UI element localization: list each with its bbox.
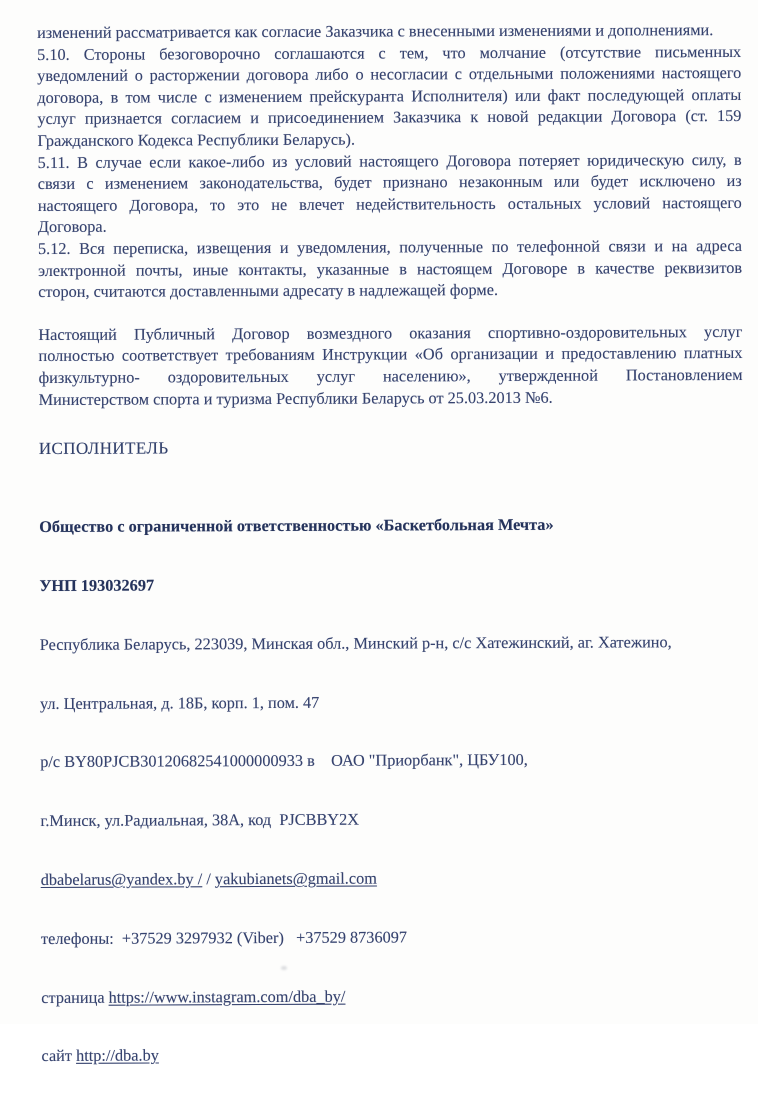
phones-line: телефоны: +37529 3297932 (Viber) +37529 8736097 xyxy=(40,927,408,948)
site-line xyxy=(41,1043,745,1066)
text-line: услуг признается согласием и присоединением Заказчика к новой редакции Договора (ст. 159 xyxy=(37,106,742,129)
text-line: 5.12. Вся переписка, извещения и уведомления, полученные по телефонной связи и на адреса xyxy=(37,235,743,258)
bank-account-line: р/с BY80PJCB30120682541000000933 в ОАО "Приорбанк", ЦБУ100, xyxy=(40,750,528,772)
performer-heading: ИСПОЛНИТЕЛЬ xyxy=(38,438,169,459)
clause-5-11 xyxy=(38,148,742,237)
company-name: Общество с ограниченной ответственностью «Баскетбольная Мечта» xyxy=(39,515,554,537)
text-line: физкультурно- оздоровительных услуг населению», утвержденной Постановлением xyxy=(38,364,743,387)
text-line: изменений рассматривается как согласие Заказчика с внесенными изменениями и дополнениями. xyxy=(37,20,714,42)
address-line: Республика Беларусь, 223039, Минская обл., Минский р-н, с/с Хатежинский, аг. Хатежино, xyxy=(39,632,672,654)
text-line: 5.10. Стороны безоговорочно соглашаются с тем, что молчание (отсутствие письменных xyxy=(37,41,742,64)
text-line: связи с изменением законодательства, будет признано незаконным или будет исключено из xyxy=(37,171,742,194)
text-line: настоящего Договора, то это не влечет недействительность остальных условий настоящего xyxy=(37,192,742,215)
scan-artifact-speck xyxy=(281,966,287,970)
text-line: сторон, считаются доставленными адресату в надлежащей форме. xyxy=(38,280,499,302)
text-line: 5.11. В случае если какое-либо из условий настоящего Договора потеряет юридическую силу, в xyxy=(37,149,742,172)
company-unp: УНП 193032697 xyxy=(39,575,155,596)
clause-5-10 xyxy=(37,41,741,152)
text-line: Министерством спорта и туризма Республики Беларусь от 25.03.2013 №6. xyxy=(38,387,553,409)
text-line: Настоящий Публичный Договор возмездного оказания спортивно-оздоровительных услуг xyxy=(38,321,743,344)
email-gmail-link[interactable]: yakubianets@gmail.com xyxy=(214,868,377,889)
email-line xyxy=(41,867,745,890)
performer-requisites xyxy=(39,475,746,1105)
text-line: уведомлений о расторжении договора либо о несогласии с отдельными положениями настоящего xyxy=(37,63,742,86)
site-link[interactable]: http://dba.by xyxy=(76,1045,159,1066)
page-content xyxy=(37,19,746,1105)
blank-line xyxy=(38,300,742,324)
text-line: Договора. xyxy=(37,217,107,237)
address-line: ул. Центральная, д. 18Б, корп. 1, пом. 47 xyxy=(39,692,320,713)
text-line: полностью соответствует требованиям Инструкции «Об организации и предоставлению платных xyxy=(38,343,743,366)
bank-address-line: г.Минск, ул.Радиальная, 38А, код PJCBBY2X xyxy=(40,809,359,831)
site-label: сайт xyxy=(41,1046,77,1066)
clause-5-12 xyxy=(38,235,742,303)
email-yandex-link[interactable]: dbabelarus@yandex.by / xyxy=(40,869,203,889)
instagram-label: страница xyxy=(41,987,109,1007)
text-line: электронной почты, иные контакты, указанные в настоящем Договоре в качестве реквизитов xyxy=(38,257,743,280)
text-line: договора, в том числе с изменением прейскуранта Исполнителя) или факт последующей оплаты xyxy=(37,84,742,107)
instagram-link[interactable]: https://www.instagram.com/dba_by/ xyxy=(108,986,346,1007)
compliance-paragraph xyxy=(38,321,742,410)
email-separator-slash: / xyxy=(206,869,215,889)
text-line: Гражданского Кодекса Республики Беларусь). xyxy=(37,129,356,150)
instagram-line xyxy=(41,984,745,1007)
clause-continuation xyxy=(37,19,741,44)
